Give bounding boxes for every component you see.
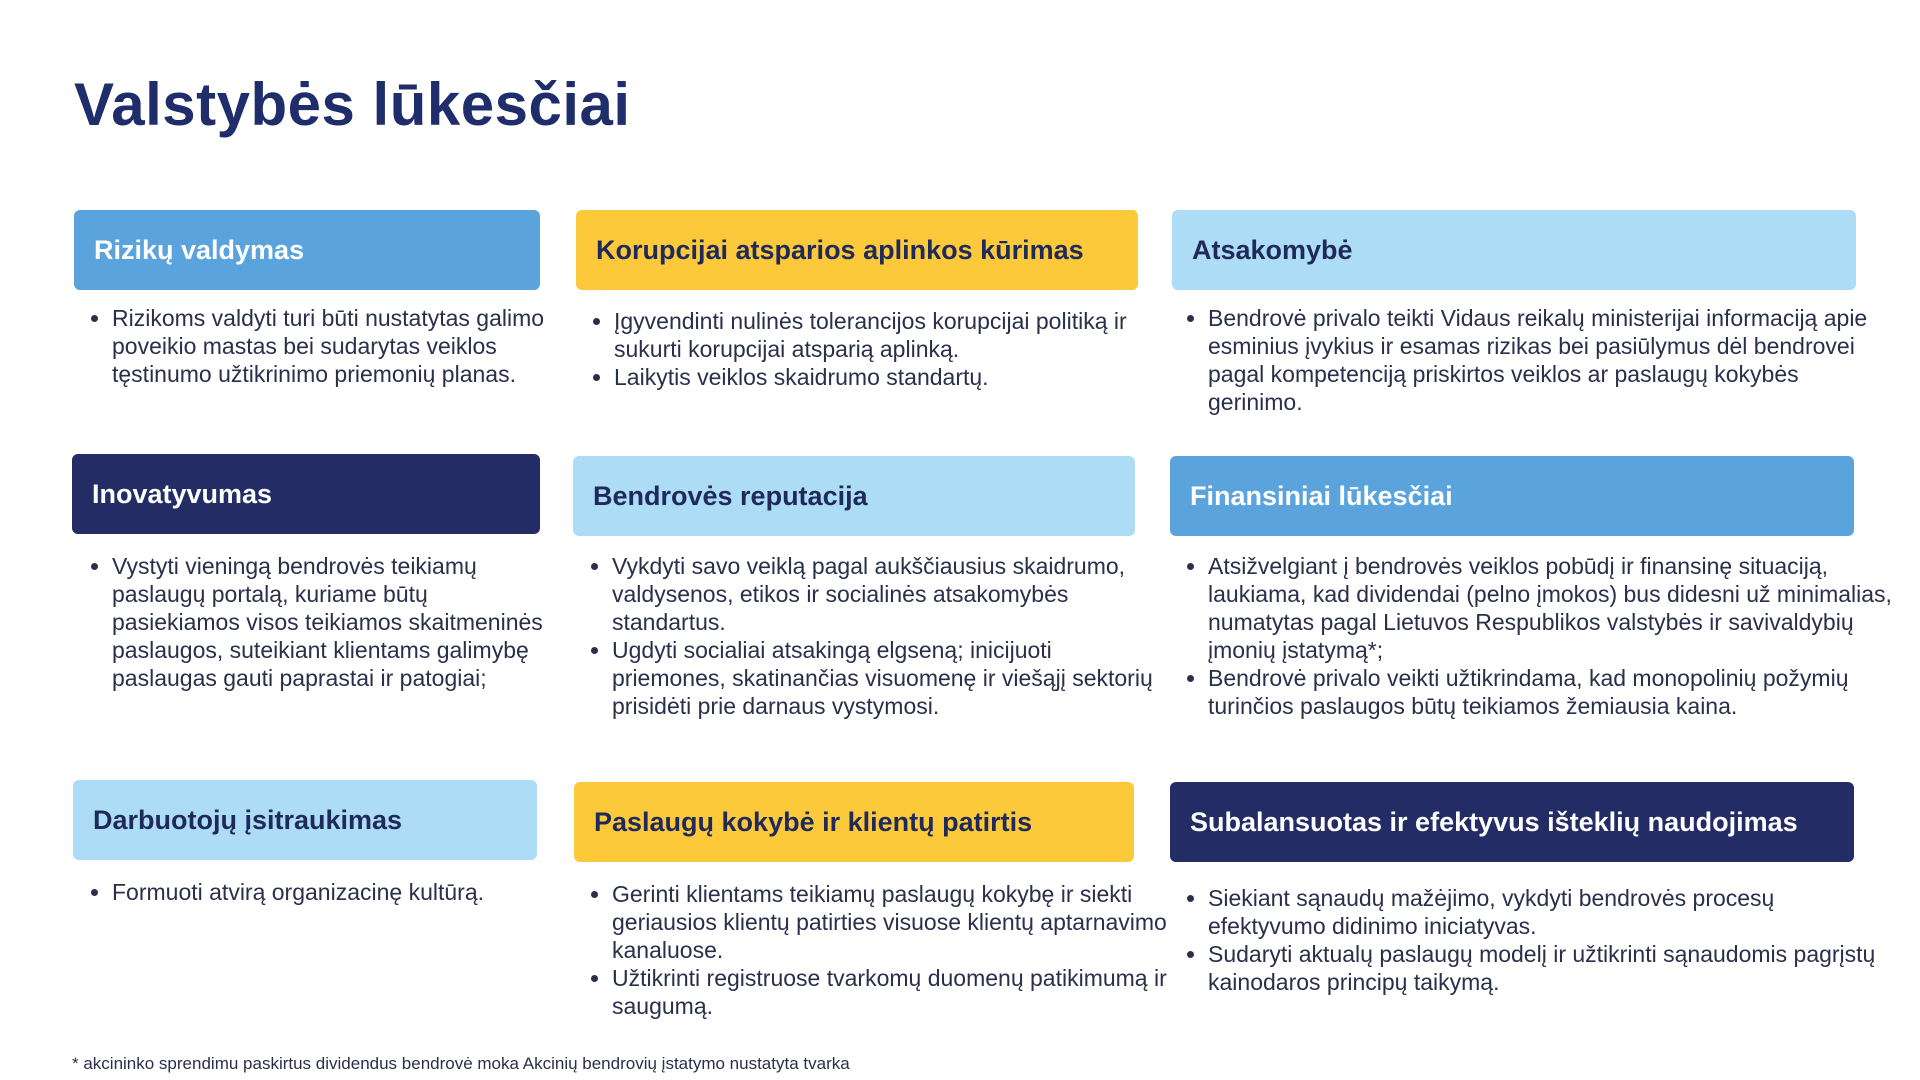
footnote: * akcininko sprendimu paskirtus dividendus bendrovė moka Akcinių bendrovių įstatymo nustatyta tvarka	[72, 1054, 850, 1073]
list-item: • Ugdyti socialiai atsakingą elgseną; inicijuoti priemones, skatinančias visuomenę ir viešąjį sektorių prisidėti prie darnaus vystymosi.	[612, 636, 1168, 720]
list-item: • Atsižvelgiant į bendrovės veiklos pobūdį ir finansinę situaciją, laukiama, kad dividendai (pelno įmokos) bus didesni už minimalias, numatytas pagal Lietuvos Respublikos valstybės ir savivaldybių įmonių įstatymą*;	[1208, 552, 1898, 664]
page-title: Valstybės lūkesčiai	[74, 71, 631, 138]
list-item: • Užtikrinti registruose tvarkomų duomenų patikimumą ir saugumą.	[612, 964, 1172, 1020]
list-item: • Siekiant sąnaudų mažėjimo, vykdyti bendrovės procesų efektyvumo didinimo iniciatyvas.	[1208, 884, 1898, 940]
card-heading-finansiniai-lukesciai: Finansiniai lūkesčiai	[1170, 456, 1854, 536]
list-item: • Sudaryti aktualų paslaugų modelį ir užtikrinti sąnaudomis pagrįstų kainodaros principų taikymą.	[1208, 940, 1898, 996]
card-heading-darbuotoju-isitraukimas: Darbuotojų įsitraukimas	[73, 780, 537, 860]
list-item: • Laikytis veiklos skaidrumo standartų.	[614, 363, 1174, 391]
card-list-atsakomybe	[1170, 304, 1898, 416]
card-list-riziku-valdymas	[74, 304, 572, 388]
card-list-korupcijai	[576, 307, 1174, 391]
list-item: • Vykdyti savo veiklą pagal aukščiausius skaidrumo, valdysenos, etikos ir socialinės atsakomybės standartus.	[612, 552, 1168, 636]
card-list-finansiniai-lukesciai	[1170, 552, 1898, 720]
list-item: • Gerinti klientams teikiamų paslaugų kokybę ir siekti geriausios klientų patirties visuose klientų aptarnavimo kanaluose.	[612, 880, 1172, 964]
list-item: • Įgyvendinti nulinės tolerancijos korupcijai politiką ir sukurti korupcijai atsparią aplinką.	[614, 307, 1174, 363]
card-heading-riziku-valdymas: Rizikų valdymas	[74, 210, 540, 290]
list-item: • Vystyti vieningą bendrovės teikiamų paslaugų portalą, kuriame būtų pasiekiamos visos teikiamos skaitmeninės paslaugos, suteikiant klientams galimybę paslaugas gauti paprastai ir patogiai;	[112, 552, 552, 692]
card-heading-atsakomybe: Atsakomybė	[1172, 210, 1856, 290]
card-heading-inovatyvumas: Inovatyvumas	[72, 454, 540, 534]
card-list-paslaugu-kokybe	[574, 880, 1172, 1020]
card-heading-korupcijai: Korupcijai atsparios aplinkos kūrimas	[576, 210, 1138, 290]
list-item: • Rizikoms valdyti turi būti nustatytas galimo poveikio mastas bei sudarytas veiklos tęstinumo užtikrinimo priemonių planas.	[112, 304, 572, 388]
list-item: • Bendrovė privalo veikti užtikrindama, kad monopolinių požymių turinčios paslaugos būtų teikiamos žemiausia kaina.	[1208, 664, 1898, 720]
card-heading-bendroves-reputacija: Bendrovės reputacija	[573, 456, 1135, 536]
card-list-bendroves-reputacija	[574, 552, 1168, 720]
card-list-darbuotoju-isitraukimas	[74, 878, 512, 906]
card-heading-paslaugu-kokybe: Paslaugų kokybė ir klientų patirtis	[574, 782, 1134, 862]
card-list-subalansuotas	[1170, 884, 1898, 996]
card-heading-subalansuotas: Subalansuotas ir efektyvus išteklių naudojimas	[1170, 782, 1854, 862]
list-item: • Formuoti atvirą organizacinę kultūrą.	[112, 878, 512, 906]
card-list-inovatyvumas	[74, 552, 552, 692]
list-item: • Bendrovė privalo teikti Vidaus reikalų ministerijai informaciją apie esminius įvykius ir esamas rizikas bei pasiūlymus dėl bendrovei pagal kompetenciją priskirtos veiklos ar paslaugų kokybės gerinimo.	[1208, 304, 1898, 416]
